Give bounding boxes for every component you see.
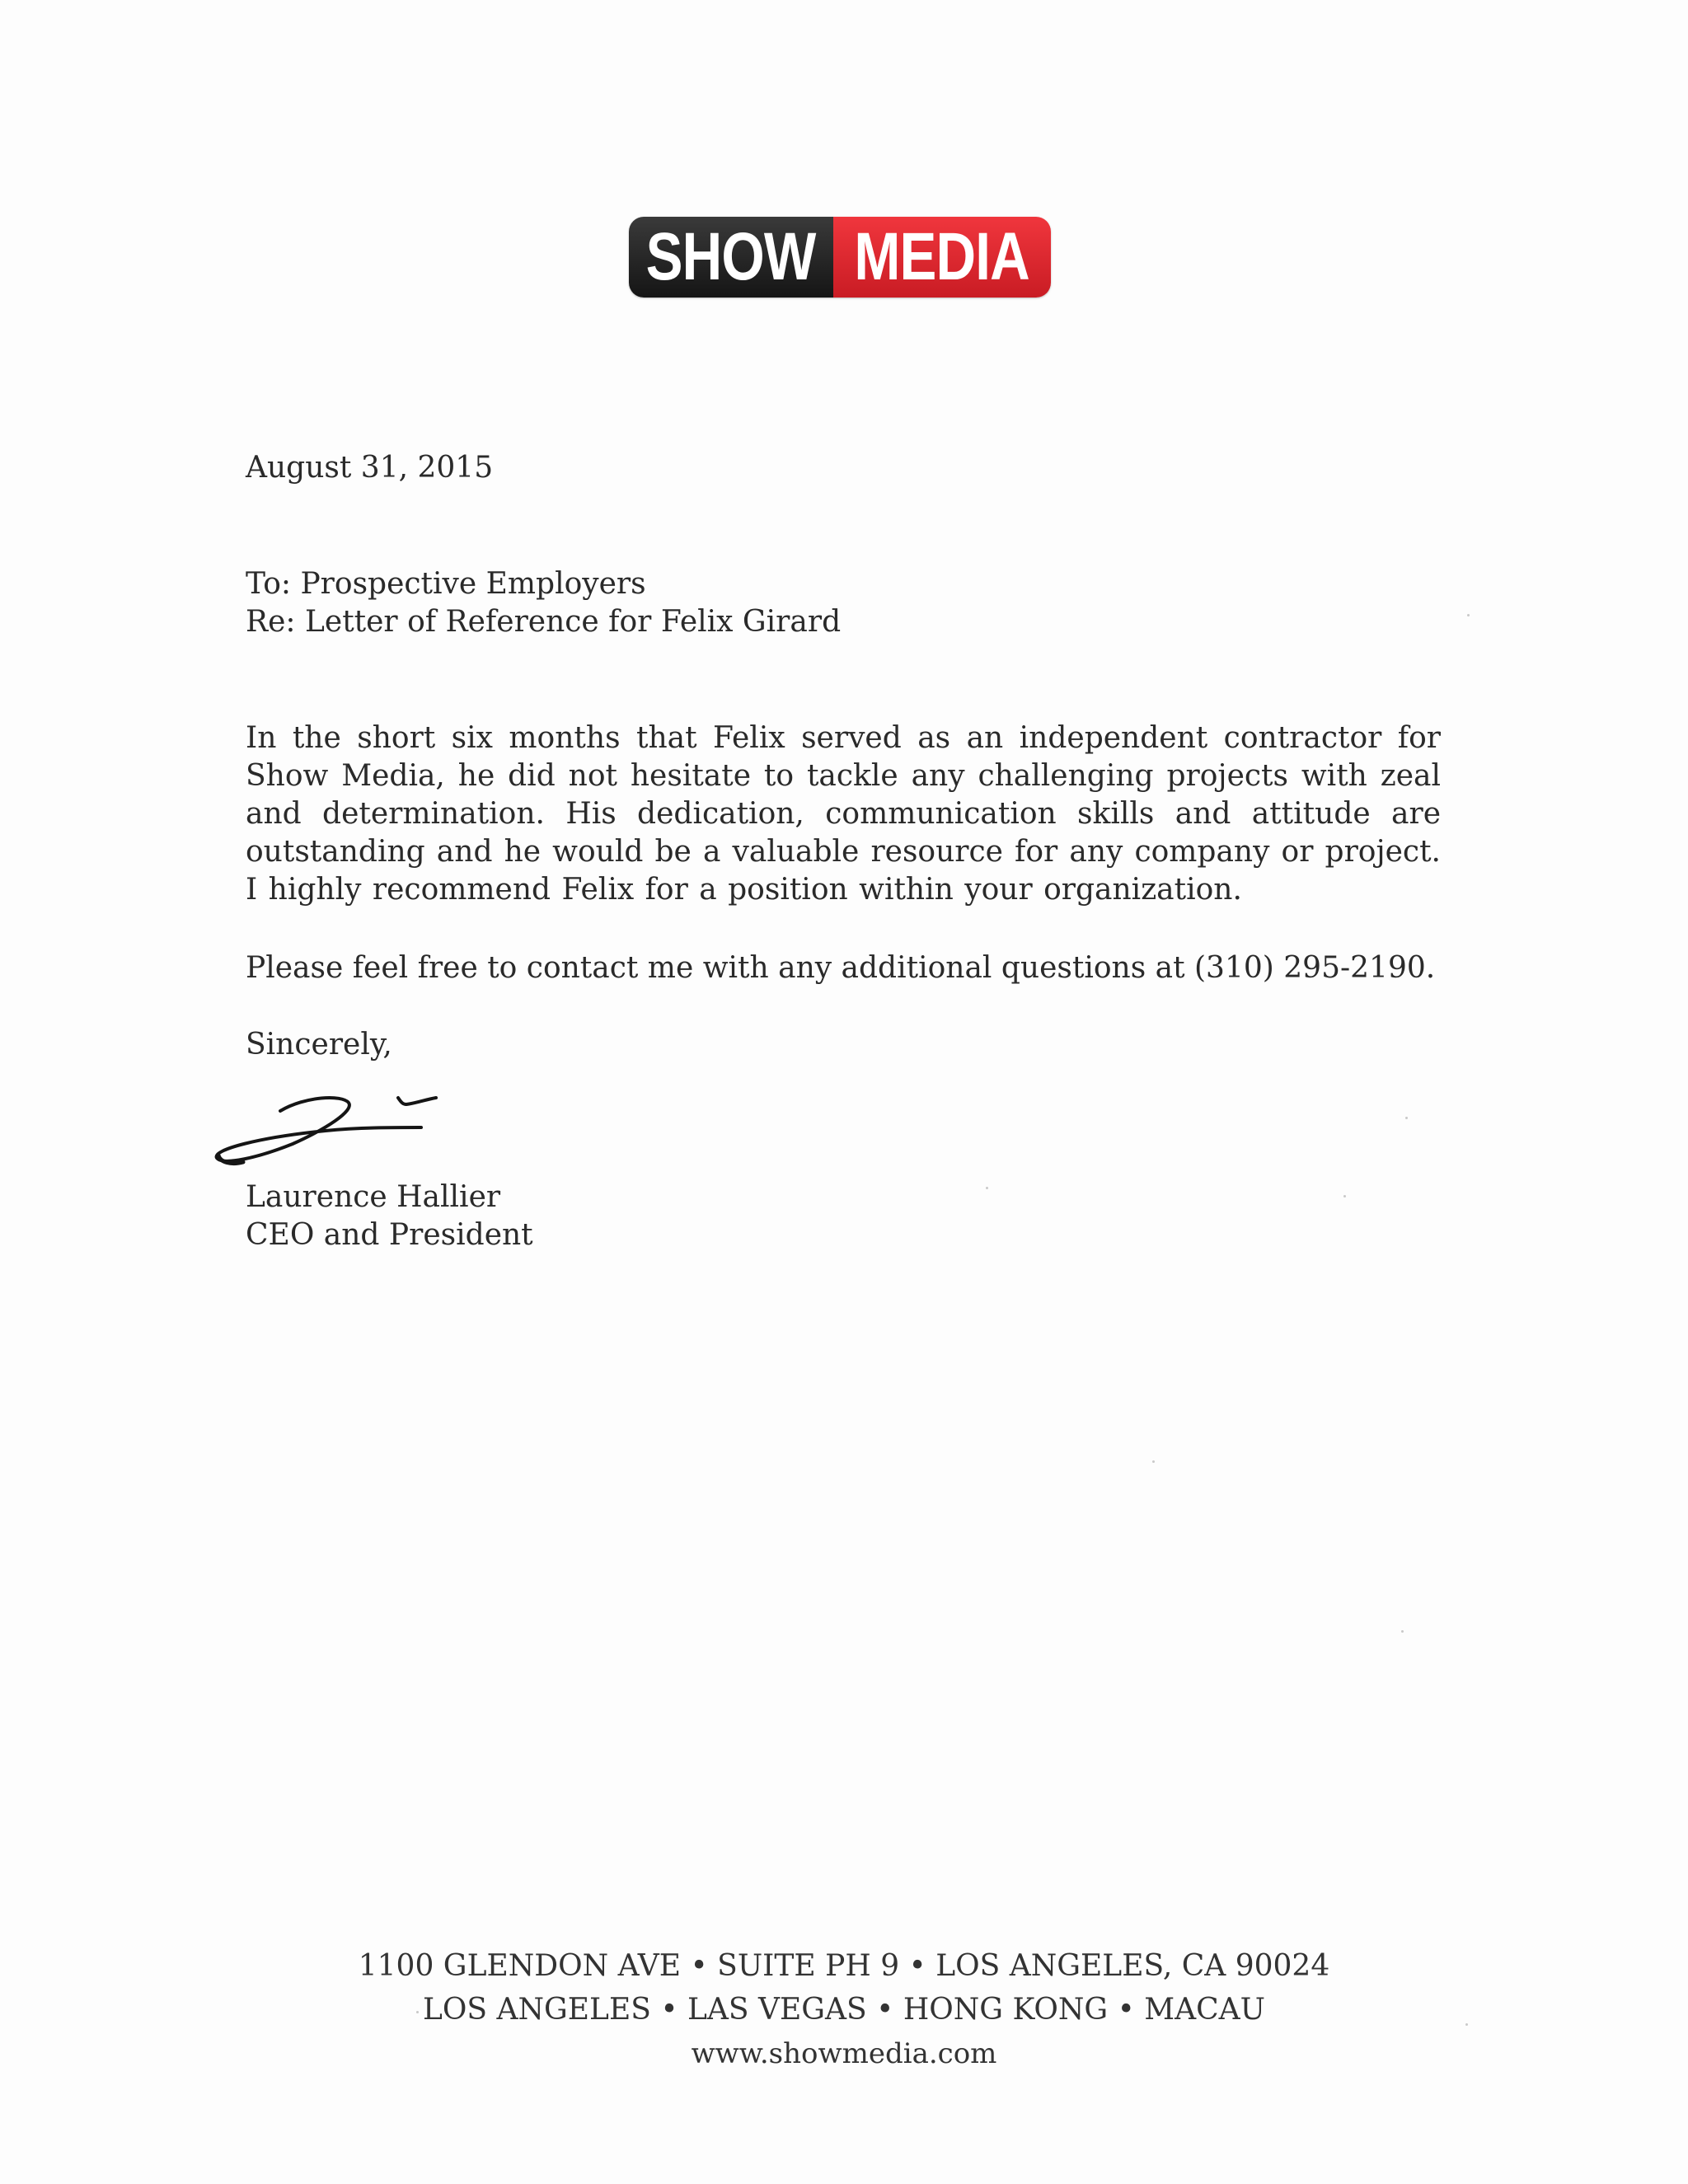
scan-speck xyxy=(1405,1117,1408,1119)
signer-name: Laurence Hallier xyxy=(246,1180,501,1214)
logo-red-block xyxy=(833,217,1051,298)
signature-icon xyxy=(210,1080,466,1179)
letter-body: In the short six months that Felix served as an independent contractor for Show Media, he did not hesitate to tackle any challenging projects with zeal and determination. His dedication, communication skills and attitude are outstanding and he would be a valuable resource for any company or project. I highly recommend Felix for a position within your organization. xyxy=(246,721,1441,907)
footer-address: 1100 GLENDON AVE • SUITE PH 9 • LOS ANGELES, CA 90024 xyxy=(358,1949,1330,1983)
closing-line: Sincerely, xyxy=(246,1028,392,1062)
contact-line: Please feel free to contact me with any additional questions at (310) 295-2190. xyxy=(246,951,1436,985)
scan-speck xyxy=(986,1187,988,1189)
recipient-line: To: Prospective Employers xyxy=(246,567,646,601)
letter-date: August 31, 2015 xyxy=(246,451,494,485)
scan-speck xyxy=(1152,1460,1155,1463)
show-media-logo xyxy=(629,217,1051,298)
logo-word-media: MEDIA xyxy=(854,219,1030,294)
scan-speck xyxy=(1401,1630,1404,1633)
subject-line: Re: Letter of Reference for Felix Girard xyxy=(246,605,842,639)
scan-speck xyxy=(1343,1195,1346,1197)
logo-word-show: SHOW xyxy=(646,219,816,294)
signer-title: CEO and President xyxy=(246,1218,533,1252)
footer-locations: LOS ANGELES • LAS VEGAS • HONG KONG • MACAU xyxy=(422,1993,1266,2027)
logo-dark-block xyxy=(629,217,833,298)
scan-speck xyxy=(1467,614,1470,616)
footer-website-link[interactable]: www.showmedia.com xyxy=(691,2037,997,2070)
